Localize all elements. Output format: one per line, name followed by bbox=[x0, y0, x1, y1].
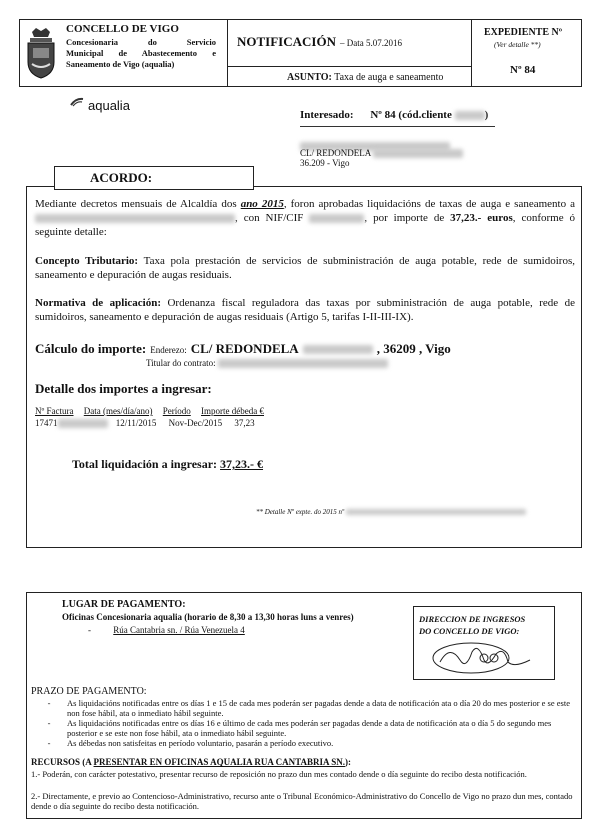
calc-label: Cálculo do importe: bbox=[35, 341, 147, 356]
header-divider-1 bbox=[227, 19, 228, 87]
th-invoice: Nº Factura bbox=[35, 406, 74, 416]
total-label: Total liquidación a ingresar: bbox=[72, 457, 218, 471]
th-period: Período bbox=[162, 406, 191, 416]
file-label: EXPEDIENTE Nº bbox=[484, 27, 563, 38]
total-line bbox=[72, 457, 263, 472]
redacted-client-code bbox=[455, 111, 485, 120]
header-divider-2 bbox=[471, 19, 472, 87]
coat-of-arms-icon bbox=[24, 26, 58, 80]
detail-title: Detalle dos importes a ingresar: bbox=[35, 381, 212, 396]
concept-label: Concepto Tributario: bbox=[35, 255, 139, 267]
th-amount: Importe débeda € bbox=[201, 406, 264, 416]
term-list bbox=[31, 698, 577, 748]
regulation-label: Normativa de aplicación: bbox=[35, 297, 161, 309]
subject-label: ASUNTO: bbox=[287, 72, 332, 83]
calc-line: Cálculo do importe: Enderezo: CL/ REDONDELA , 36209 , Vigo bbox=[35, 341, 451, 356]
recipient-value: Nº 84 (cód.cliente bbox=[370, 109, 452, 121]
agreement-intro: Mediante decretos mensuais de Alcaldía dos ano 2015, foron aprobadas liquidacións de taxas de auga e saneamento a , con NIF/CIF , por importe de 37,23.- euros, conforme ó seguinte detalle: bbox=[35, 198, 576, 238]
subject-line bbox=[287, 72, 443, 83]
table-header-row bbox=[35, 406, 264, 416]
file-sub: (Ver detalle **) bbox=[494, 40, 541, 49]
org-line-2: Municipal de Abastecemento e bbox=[66, 48, 216, 58]
agreement-title-box bbox=[54, 166, 254, 190]
aqualia-logo bbox=[70, 97, 130, 115]
stamp-line-2: DO CONCELLO DE VIGO: bbox=[419, 626, 520, 636]
notice-heading bbox=[237, 33, 402, 51]
term-item: - As liquidacións notificadas entre os días 1 e 15 de cada mes poderán ser pagadas dende a data de notificación ata o día 20 do mes posterior e se este non fose hábil, ata o inmediato hábil seguinte. bbox=[47, 698, 570, 718]
total-value: 37,23.- € bbox=[220, 457, 264, 471]
org-line-1: Concesionaria do Servicio bbox=[66, 37, 216, 47]
place-line: Oficinas Concesionaria aqualia (horario de 8,30 a 13,30 horas luns a venres) bbox=[62, 612, 354, 622]
cell-invoice: 17471 bbox=[35, 418, 58, 428]
place-address: - Rúa Cantabria sn. / Rúa Venezuela 4 bbox=[88, 625, 245, 635]
org-title: CONCELLO DE VIGO bbox=[66, 23, 179, 35]
file-number: Nº 84 bbox=[510, 64, 536, 76]
logo-text: aqualia bbox=[88, 98, 130, 113]
notice-title: NOTIFICACIÓN bbox=[237, 34, 336, 49]
recipient-city: 36.209 - Vigo bbox=[300, 158, 350, 168]
table-row bbox=[35, 418, 255, 428]
header-divider-3 bbox=[227, 66, 471, 67]
recipient-label: Interesado: bbox=[300, 109, 354, 121]
subject-value: Taxa de auga e saneamento bbox=[334, 72, 444, 83]
swoosh-icon bbox=[70, 97, 84, 107]
org-line-3: Saneamento de Vigo (aqualia) bbox=[66, 59, 175, 69]
th-date: Data (mes/día/ano) bbox=[83, 406, 153, 416]
place-title: LUGAR DE PAGAMENTO: bbox=[62, 599, 186, 610]
term-item: - As liquidacións notificadas entre os días 16 e último de cada mes poderán ser pagadas dende a data de notificación ata o día 5 do segundo mes posterior e se este non fose hábil, ata o inmediato hábil seguinte. bbox=[47, 718, 552, 738]
cell-amount: 37,23 bbox=[234, 418, 255, 428]
term-item: - As débedas non satisfeitas en período voluntario, pasarán a período executivo. bbox=[47, 738, 334, 748]
recipient-close: ) bbox=[484, 109, 489, 121]
concept-paragraph: Concepto Tributario: Taxa pola prestación de servicios de subministración de auga potable, rede de sumidoiros, saneamento e depuración de augas residuais. bbox=[35, 255, 575, 281]
agreement-title: ACORDO: bbox=[90, 170, 153, 185]
stamp-line-1: DIRECCION DE INGRESOS bbox=[419, 614, 526, 624]
recipient-line bbox=[300, 109, 488, 121]
recipient-street: CL/ REDONDELA bbox=[300, 148, 463, 158]
cell-period: Nov-Dec/2015 bbox=[168, 418, 223, 428]
calc-holder: Titular do contrato: bbox=[146, 358, 388, 368]
footnote: ** Detalle Nº expte. do 2015 nº bbox=[256, 508, 526, 516]
cell-date: 12/11/2015 bbox=[115, 418, 157, 428]
recipient-underline bbox=[300, 126, 495, 127]
regulation-paragraph: Normativa de aplicación: Ordenanza fiscal reguladora das taxas por subministración de auga potable, rede de sumidoiros, saneamento e depuración de augas residuais (Artigo 5, tarifas I-II-III-IX). bbox=[35, 297, 575, 323]
appeal-item-2: 2.- Directamente, e previo ao Contencioso-Administrativo, recurso ante o Tribunal Económico-Administrativo do Concello de Vigo no prazo dun mes, contado dende o día seguinte do recibo desta notificación. bbox=[31, 791, 573, 811]
term-title: PRAZO DE PAGAMENTO: bbox=[31, 686, 147, 697]
appeal-item-1: 1.- Poderán, con carácter potestativo, presentar recurso de reposición no prazo dun mes contado dende o día seguinte do recibo desta notificación. bbox=[31, 769, 527, 779]
notice-date: – Data 5.07.2016 bbox=[339, 38, 402, 48]
appeals-title: RECURSOS (A PRESENTAR EN OFICINAS AQUALIA RUA CANTABRIA SN.): bbox=[31, 757, 351, 767]
signature-icon bbox=[426, 638, 536, 678]
